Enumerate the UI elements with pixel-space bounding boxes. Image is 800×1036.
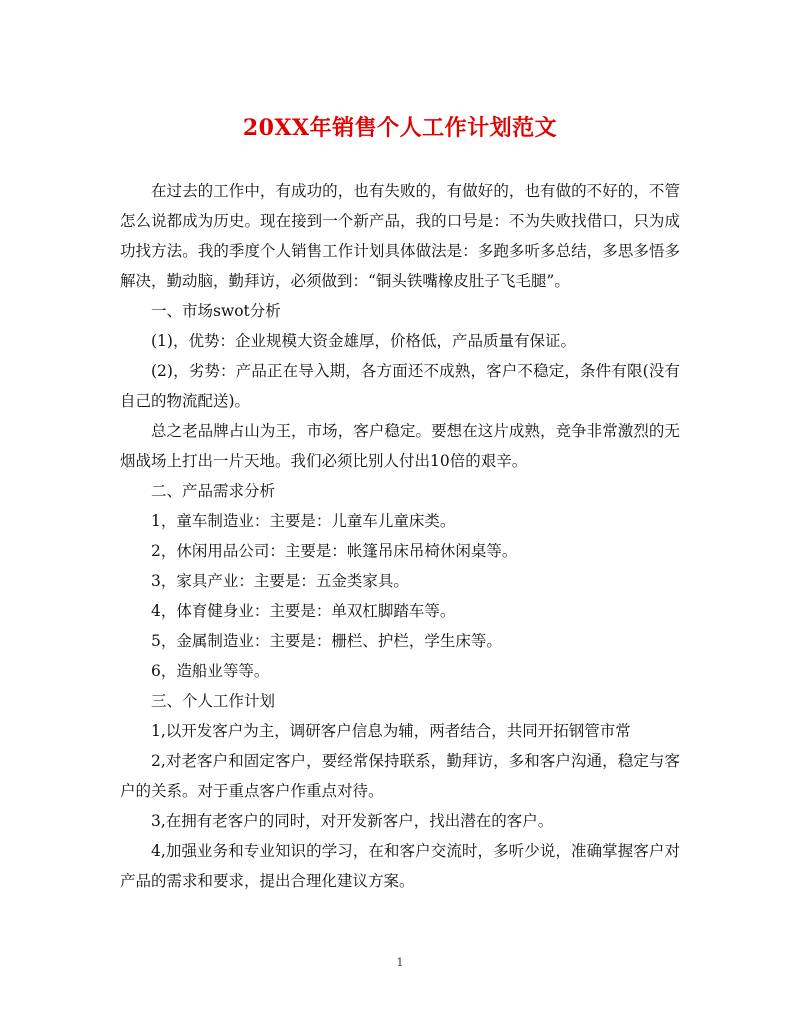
list-item-demand-1: 1，童车制造业：主要是：儿童车儿童床类。 xyxy=(151,512,456,530)
section-heading-plan: 三、个人工作计划 xyxy=(151,692,276,710)
list-item-demand-6: 6，造船业等等。 xyxy=(151,662,270,680)
list-item-demand-3: 3，家具产业：主要是：五金类家具。 xyxy=(151,572,409,590)
paragraph-intro: 在过去的工作中，有成功的，也有失败的，有做好的，也有做的不好的，不管怎么说都成为历史。现在接到一个新产品，我的口号是：不为失败找借口，只为成功找方法。我的季度个人销售工作计划具体做法是：多跑多听多总结，多思多悟多解决，勤动脑，勤拜访，必须做到：“铜头铁嘴橡皮肚子飞毛腿”。 xyxy=(120,182,680,290)
list-item-demand-4: 4，体育健身业：主要是：单双杠脚踏车等。 xyxy=(151,602,456,620)
paragraph-strength: (1)，优势：企业规模大资金雄厚，价格低，产品质量有保证。 xyxy=(151,332,576,350)
section-heading-swot: 一、市场swot分析 xyxy=(151,302,281,320)
list-item-plan-4: 4,加强业务和专业知识的学习，在和客户交流时，多听少说，准确掌握客户对产品的需求和要求，提出合理化建议方案。 xyxy=(120,842,680,890)
paragraph-summary: 总之老品牌占山为王，市场，客户稳定。要想在这片成熟，竞争非常激烈的无烟战场上打出一片天地。我们必须比别人付出10倍的艰辛。 xyxy=(120,422,680,470)
list-item-plan-3: 3,在拥有老客户的同时，对开发新客户，找出潜在的客户。 xyxy=(151,812,554,830)
document-title: 20XX年销售个人工作计划范文 xyxy=(242,115,558,141)
paragraph-weakness: (2)，劣势：产品正在导入期，各方面还不成熟，客户不稳定，条件有限(没有自己的物流配送)。 xyxy=(120,362,680,410)
section-heading-demand: 二、产品需求分析 xyxy=(151,482,276,500)
page-number: 1 xyxy=(396,956,404,969)
list-item-demand-2: 2，休闲用品公司：主要是：帐篷吊床吊椅休闲桌等。 xyxy=(151,542,518,560)
document-body xyxy=(120,176,680,896)
list-item-plan-1: 1,以开发客户为主，调研客户信息为辅，两者结合，共同开拓钢管市常 xyxy=(151,722,631,740)
list-item-demand-5: 5，金属制造业：主要是：栅栏、护栏，学生床等。 xyxy=(151,632,502,650)
list-item-plan-2: 2,对老客户和固定客户，要经常保持联系，勤拜访，多和客户沟通，稳定与客户的关系。对于重点客户作重点对待。 xyxy=(120,752,680,800)
